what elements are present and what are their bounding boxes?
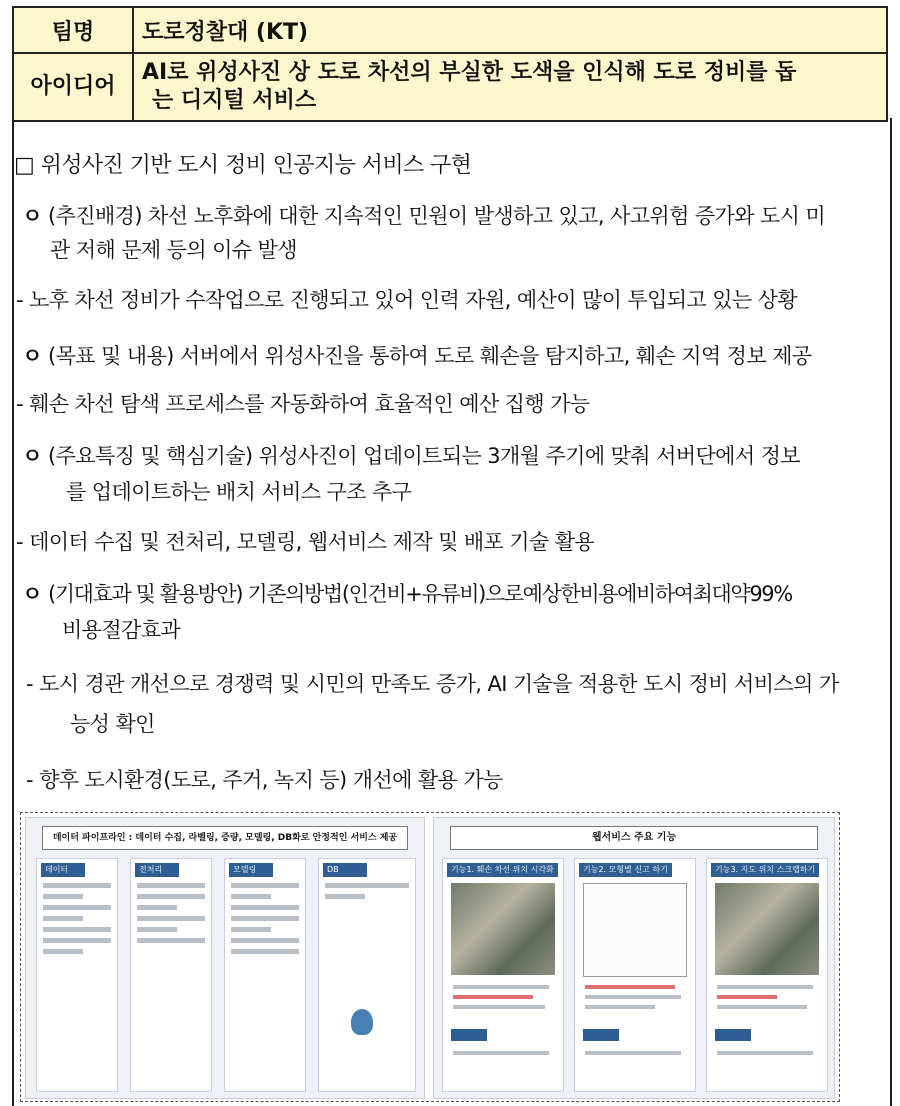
- dash-bullet-icon: -: [16, 288, 23, 312]
- pipeline-panel: [25, 817, 425, 1099]
- item-1: [16, 200, 825, 230]
- feature-card-3: [706, 858, 828, 1092]
- circle-bullet-icon: ㅇ: [22, 582, 42, 606]
- item-1-line2: 관 저해 문제 등의 이슈 발생: [50, 238, 297, 262]
- header-table: [12, 6, 888, 122]
- team-label: 팀명: [13, 7, 133, 53]
- item-7-line2: 비용절감효과: [62, 618, 181, 642]
- item-6: [16, 526, 594, 556]
- item-8: [26, 668, 839, 698]
- card-header: 기능2. 모형별 신고 하기: [579, 863, 672, 877]
- webservice-title: 웹서비스 주요 기능: [450, 826, 818, 850]
- pipeline-title: 데이터 파이프라인 : 데이터 수집, 라벨링, 증량, 모델링, DB화로 안정적인 서비스 제공: [42, 826, 408, 850]
- dash-bullet-icon: -: [16, 392, 23, 416]
- item-4-line1: 훼손 차선 탐색 프로세스를 자동화하여 효율적인 예산 집행 가능: [29, 392, 590, 416]
- satellite-image: [715, 883, 819, 975]
- item-5: [16, 440, 800, 470]
- item-4: [16, 388, 590, 418]
- card-header: 기능1. 훼손 차선 위치 시각화: [447, 863, 558, 877]
- pipeline-column-modeling: [224, 858, 306, 1092]
- team-value: 도로정찰대 (KT): [133, 7, 887, 53]
- dash-bullet-icon: -: [26, 672, 33, 696]
- column-header: 모델링: [229, 863, 273, 877]
- dash-bullet-icon: -: [16, 530, 23, 554]
- webservice-panel: [433, 817, 835, 1099]
- idea-value-line1: AI로 위성사진 상 도로 차선의 부실한 도색을 인식해 도로 정비를 돕: [142, 60, 797, 85]
- item-5-line2: 를 업데이트하는 배치 서비스 구조 추구: [66, 480, 412, 504]
- feature-card-1: [442, 858, 564, 1092]
- item-9: [26, 764, 503, 794]
- item-9-line1: 향후 도시환경(도로, 주거, 녹지 등) 개선에 활용 가능: [39, 768, 503, 792]
- dash-bullet-icon: -: [26, 768, 33, 792]
- item-7: [16, 578, 792, 608]
- item-8-line2: 능성 확인: [70, 712, 155, 736]
- item-6-line1: 데이터 수집 및 전처리, 모델링, 웹서비스 제작 및 배포 기술 활용: [29, 530, 595, 554]
- circle-bullet-icon: ㅇ: [22, 204, 42, 228]
- item-1-line1: (추진배경) 차선 노후화에 대한 지속적인 민원이 발생하고 있고, 사고위험 증가와 도시 미: [48, 204, 826, 228]
- pipeline-column-preprocess: [130, 858, 212, 1092]
- item-5-line1: (주요특징 및 핵심기술) 위성사진이 업데이트되는 3개월 주기에 맞춰 서버단에서 정보: [48, 444, 800, 468]
- circle-bullet-icon: ㅇ: [22, 344, 42, 368]
- pipeline-column-db: [318, 858, 416, 1092]
- embedded-figure: [20, 812, 840, 1102]
- section-heading: □ 위성사진 기반 도시 정비 인공지능 서비스 구현: [14, 153, 472, 178]
- pipeline-column-data: [36, 858, 118, 1092]
- idea-label: 아이디어: [13, 53, 133, 121]
- satellite-image: [451, 883, 555, 975]
- feature-card-2: [574, 858, 696, 1092]
- item-2-line1: 노후 차선 정비가 수작업으로 진행되고 있어 인력 자원, 예산이 많이 투입되고 있는 상황: [29, 288, 798, 312]
- database-icon: [351, 1009, 373, 1035]
- idea-value: [133, 53, 887, 121]
- column-header: DB: [323, 863, 367, 877]
- column-header: 전처리: [135, 863, 179, 877]
- item-7-line1: (기대효과 및 활용방안) 기존의방법(인건비+유류비)으로예상한비용에비하여최대약99%: [48, 582, 792, 606]
- card-header: 기능3. 지도 위치 스크랩하기: [711, 863, 819, 877]
- item-3-line1: (목표 및 내용) 서버에서 위성사진을 통하여 도로 훼손을 탐지하고, 훼손 지역 정보 제공: [48, 344, 812, 368]
- circle-bullet-icon: ㅇ: [22, 444, 42, 468]
- item-2: [16, 284, 797, 314]
- item-8-line1: 도시 경관 개선으로 경쟁력 및 시민의 만족도 증가, AI 기술을 적용한 도시 정비 서비스의 가: [39, 672, 839, 696]
- report-form-screenshot: [583, 883, 687, 977]
- item-3: [16, 340, 812, 370]
- idea-value-line2: 는 디지털 서비스: [152, 88, 317, 113]
- column-header: 데이터: [41, 863, 85, 877]
